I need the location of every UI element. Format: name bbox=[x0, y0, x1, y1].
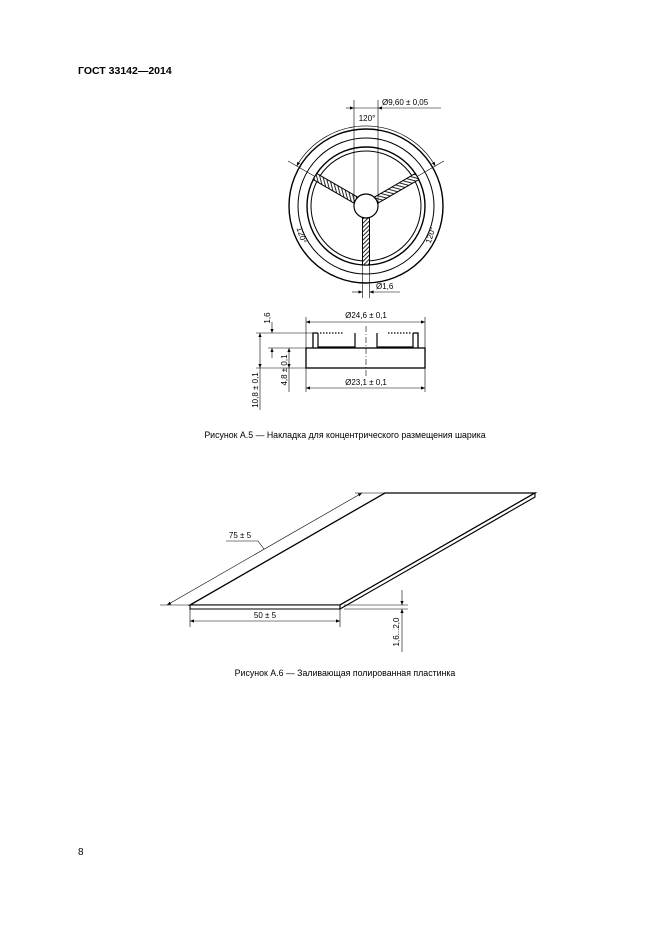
figure-a5-section-view bbox=[251, 311, 425, 410]
ball-seat bbox=[354, 194, 378, 218]
ball-diameter-label: Ø9,60 ± 0,05 bbox=[382, 98, 429, 107]
section-wall-left bbox=[313, 333, 318, 348]
figure-a6-plate bbox=[160, 493, 535, 652]
plate-front-face bbox=[190, 605, 340, 609]
section-wall-right bbox=[413, 333, 418, 348]
slot-upper-left bbox=[313, 173, 357, 203]
length-leader-line bbox=[226, 541, 264, 549]
plate-top-face bbox=[190, 493, 535, 605]
section-base bbox=[306, 348, 425, 368]
width-label: 50 ± 5 bbox=[253, 611, 277, 620]
body-height-label: 4,8 ± 0,1 bbox=[280, 354, 289, 386]
section-pocket-right bbox=[377, 333, 413, 347]
bottom-diameter-label: Ø23,1 ± 0,1 bbox=[345, 378, 387, 387]
figure-a5-top-view bbox=[288, 98, 444, 298]
slot-width-label: Ø1,6 bbox=[376, 282, 394, 291]
thickness-label: 1,6...2,0 bbox=[392, 617, 401, 647]
top-diameter-label: Ø24,6 ± 0,1 bbox=[345, 311, 387, 320]
angle-left-label: 120° bbox=[294, 225, 309, 245]
slot-bottom bbox=[363, 218, 370, 265]
flange-height-label: 1,6 bbox=[263, 312, 272, 324]
figure-a6-caption: Рисунок А.6 — Заливающая полированная пластинка bbox=[234, 668, 456, 678]
angle-right-label: 120° bbox=[423, 225, 438, 245]
document-header: ГОСТ 33142—2014 bbox=[78, 65, 172, 77]
section-pocket-left bbox=[318, 333, 355, 347]
figure-a5-caption: Рисунок А.5 — Накладка для концентрического размещения шарика bbox=[204, 430, 486, 440]
slot-upper-right bbox=[375, 173, 419, 203]
angle-top-label: 120° bbox=[358, 114, 376, 123]
page-number: 8 bbox=[78, 847, 84, 858]
total-height-label: 10,8 ± 0,1 bbox=[251, 372, 260, 408]
length-label: 75 ± 5 bbox=[228, 531, 252, 540]
